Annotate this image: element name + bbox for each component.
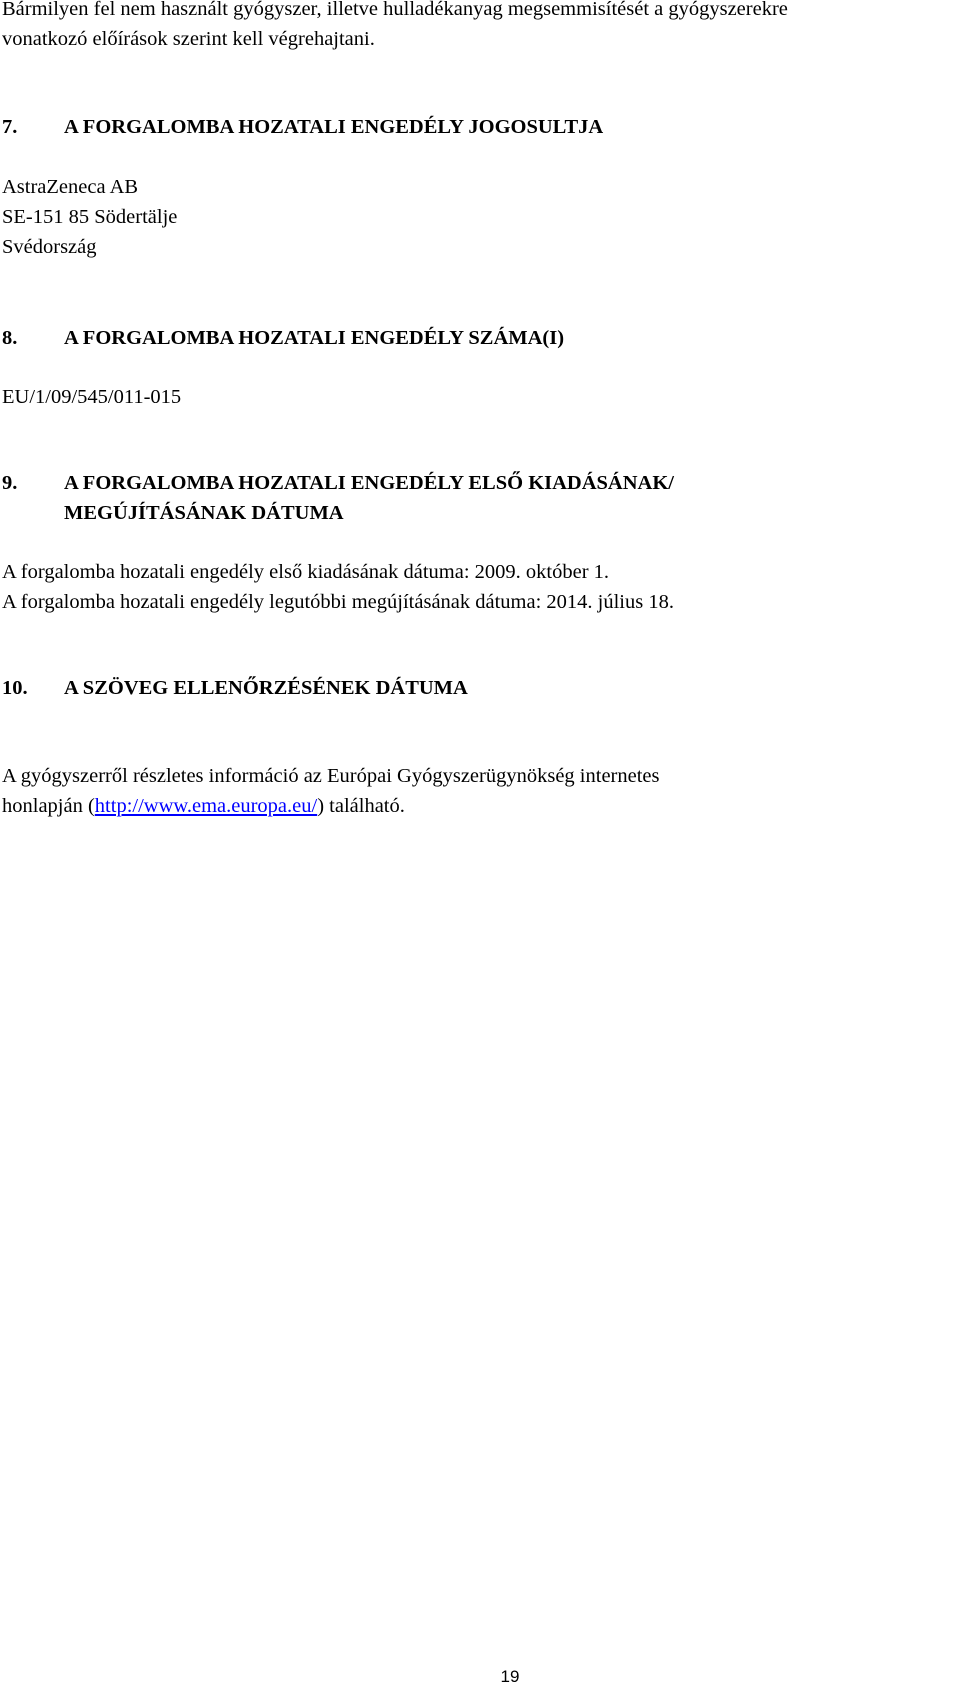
section-7-heading (2, 112, 942, 142)
first-authorisation-date: A forgalomba hozatali engedély első kiadásának dátuma: 2009. október 1. (2, 561, 610, 583)
holder-address: SE-151 85 Södertälje (2, 206, 178, 228)
section-8-title: A FORGALOMBA HOZATALI ENGEDÉLY SZÁMA(I) (64, 327, 565, 349)
disposal-line-1: Bármilyen fel nem használt gyógyszer, illetve hulladékanyag megsemmisítését a gyógyszerekre (2, 0, 788, 20)
ema-website-link[interactable]: http://www.ema.europa.eu/ (94, 795, 318, 817)
renewal-date: A forgalomba hozatali engedély legutóbbi megújításának dátuma: 2014. július 18. (2, 591, 674, 613)
authorisation-dates (2, 557, 942, 617)
marketing-authorisation-holder (2, 172, 942, 262)
holder-company: AstraZeneca AB (2, 176, 139, 198)
ema-info-prefix: honlapján ( (2, 795, 95, 817)
ema-info-suffix: ) található. (317, 795, 405, 817)
section-10-number: 10. (2, 677, 28, 699)
ema-info-line-1: A gyógyszerről részletes információ az Európai Gyógyszerügynökség internetes (2, 765, 660, 787)
ema-info-line-2 (2, 791, 942, 821)
section-7-number: 7. (2, 116, 18, 138)
section-9-title-line-1: A FORGALOMBA HOZATALI ENGEDÉLY ELSŐ KIADÁSÁNAK/ (64, 472, 674, 494)
disposal-paragraph (2, 0, 942, 54)
section-9-title-line-2: MEGÚJÍTÁSÁNAK DÁTUMA (64, 502, 344, 524)
section-8-heading (2, 323, 942, 353)
disposal-line-2: vonatkozó előírások szerint kell végrehajtani. (2, 28, 375, 50)
authorisation-number (2, 382, 942, 412)
ema-info-paragraph (2, 761, 942, 821)
section-8-number: 8. (2, 327, 18, 349)
authorisation-number-value: EU/1/09/545/011-015 (2, 386, 182, 408)
section-10-heading (2, 673, 942, 703)
section-9-heading (2, 468, 942, 528)
section-10-title: A SZÖVEG ELLENŐRZÉSÉNEK DÁTUMA (64, 677, 468, 699)
section-7-title: A FORGALOMBA HOZATALI ENGEDÉLY JOGOSULTJA (64, 116, 604, 138)
page-number: 19 (500, 1667, 520, 1686)
section-9-number: 9. (2, 472, 18, 494)
holder-country: Svédország (2, 236, 97, 258)
